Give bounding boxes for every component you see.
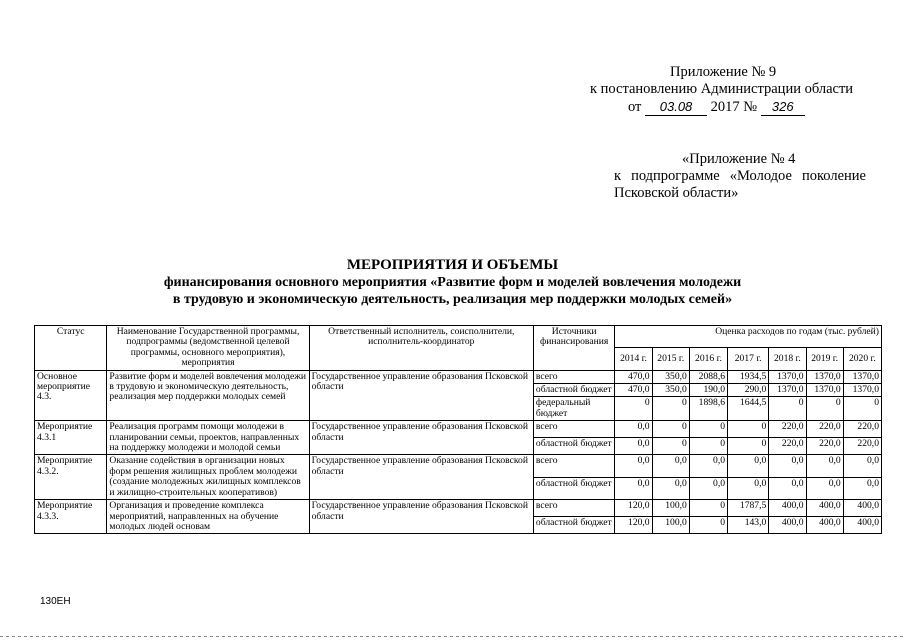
- value-cell: 120,0: [615, 500, 652, 517]
- value-cell: 2088,6: [689, 370, 727, 383]
- header-year: 2015 г.: [652, 348, 689, 370]
- value-cell: 0: [689, 421, 727, 438]
- appendix-4-title: «Приложение № 4: [682, 151, 796, 167]
- value-cell: 1370,0: [843, 384, 881, 397]
- appendix-9-title: Приложение № 9: [670, 64, 777, 80]
- table-body: [35, 370, 882, 534]
- value-cell: 0: [689, 438, 727, 455]
- value-cell: 0,0: [689, 477, 727, 499]
- value-cell: 0,0: [615, 455, 652, 477]
- appendix-9-block: [590, 64, 862, 116]
- handwritten-number: 326: [761, 98, 805, 116]
- status-cell: Основное мероприятие 4.3.: [35, 370, 107, 421]
- ot-label: от: [628, 99, 642, 115]
- value-cell: 220,0: [806, 421, 843, 438]
- value-cell: 0,0: [615, 438, 652, 455]
- source-cell: федеральный бюджет: [533, 397, 614, 421]
- source-cell: областной бюджет: [533, 384, 614, 397]
- value-cell: 1934,5: [728, 370, 769, 383]
- source-cell: областной бюджет: [533, 517, 614, 534]
- doc-subtitle-2: в трудовую и экономическую деятельность, реализация мер поддержки молодых семей»: [172, 292, 733, 307]
- value-cell: 350,0: [652, 384, 689, 397]
- word-k: к: [614, 168, 622, 184]
- value-cell: 400,0: [769, 517, 806, 534]
- value-cell: 0: [652, 438, 689, 455]
- status-cell: Мероприятие 4.3.3.: [35, 500, 107, 534]
- value-cell: 1644,5: [728, 397, 769, 421]
- name-cell: Реализация программ помощи молодежи в планировании семьи, проектов, направленных на поддержку молодежи и молодой семьи: [107, 421, 309, 455]
- appendix-4-subprogram-line: [614, 168, 866, 185]
- value-cell: 0,0: [806, 455, 843, 477]
- value-cell: 0: [652, 397, 689, 421]
- value-cell: 0,0: [843, 455, 881, 477]
- doc-title: МЕРОПРИЯТИЯ И ОБЪЕМЫ: [346, 257, 559, 273]
- value-cell: 1370,0: [806, 370, 843, 383]
- name-cell: Развитие форм и моделей вовлечения молодежи в трудовую и экономическую деятельность, реализация мер поддержки молодых семей: [107, 370, 309, 421]
- year-number-label: 2017 №: [710, 99, 758, 115]
- value-cell: 0: [806, 397, 843, 421]
- value-cell: 350,0: [652, 370, 689, 383]
- value-cell: 1370,0: [769, 384, 806, 397]
- word-generation: поколение: [801, 168, 866, 184]
- appendix-9-date-line: [590, 98, 862, 116]
- value-cell: 100,0: [652, 517, 689, 534]
- value-cell: 470,0: [615, 370, 652, 383]
- value-cell: 0,0: [652, 477, 689, 499]
- name-cell: Оказание содействия в организации новых форм решения жилищных проблем молодежи (создание молодежных жилищных комплексов и жилищно-строительных кооперативов): [107, 455, 309, 500]
- source-cell: всего: [533, 455, 614, 477]
- funding-table: [34, 325, 882, 534]
- handwritten-date: 03.08: [645, 98, 707, 116]
- header-year: 2020 г.: [843, 348, 881, 370]
- value-cell: 0,0: [769, 455, 806, 477]
- appendix-4-region: Псковской области»: [614, 185, 739, 201]
- value-cell: 220,0: [843, 438, 881, 455]
- value-cell: 0,0: [843, 477, 881, 499]
- value-cell: 0,0: [728, 477, 769, 499]
- value-cell: 120,0: [615, 517, 652, 534]
- header-year: 2014 г.: [615, 348, 652, 370]
- value-cell: 0,0: [615, 477, 652, 499]
- value-cell: 470,0: [615, 384, 652, 397]
- value-cell: 0,0: [615, 421, 652, 438]
- status-cell: Мероприятие 4.3.2.: [35, 455, 107, 500]
- value-cell: 290,0: [728, 384, 769, 397]
- value-cell: 1787,5: [728, 500, 769, 517]
- value-cell: 190,0: [689, 384, 727, 397]
- header-name: Наименование Государственной программы, подпрограммы (ведомственной целевой программы, основного мероприятия), мероприятия: [107, 326, 309, 371]
- header-year: 2018 г.: [769, 348, 806, 370]
- name-cell: Организация и проведение комплекса мероприятий, направленных на обучение молодых людей основам: [107, 500, 309, 534]
- source-cell: всего: [533, 500, 614, 517]
- value-cell: 1370,0: [806, 384, 843, 397]
- header-sources: Источники финансирования: [533, 326, 614, 371]
- executor-cell: Государственное управление образования Псковской области: [309, 370, 533, 421]
- value-cell: 220,0: [806, 438, 843, 455]
- value-cell: 0,0: [689, 455, 727, 477]
- value-cell: 0: [652, 421, 689, 438]
- word-subprogram: подпрограмме: [631, 168, 720, 184]
- executor-cell: Государственное управление образования Псковской области: [309, 421, 533, 455]
- value-cell: 0,0: [728, 455, 769, 477]
- value-cell: 400,0: [806, 517, 843, 534]
- value-cell: 0: [769, 397, 806, 421]
- source-cell: всего: [533, 421, 614, 438]
- executor-cell: Государственное управление образования Псковской области: [309, 500, 533, 534]
- value-cell: 0: [843, 397, 881, 421]
- scan-edge-line: [0, 636, 905, 637]
- value-cell: 1370,0: [769, 370, 806, 383]
- value-cell: 0: [728, 438, 769, 455]
- value-cell: 220,0: [769, 421, 806, 438]
- word-young: «Молодое: [729, 168, 792, 184]
- value-cell: 0: [728, 421, 769, 438]
- header-status: Статус: [35, 326, 107, 371]
- header-year: 2016 г.: [689, 348, 727, 370]
- value-cell: 0: [689, 517, 727, 534]
- value-cell: 100,0: [652, 500, 689, 517]
- value-cell: 0: [689, 500, 727, 517]
- table-row: [35, 500, 882, 517]
- value-cell: 400,0: [806, 500, 843, 517]
- source-cell: областной бюджет: [533, 438, 614, 455]
- value-cell: 0: [615, 397, 652, 421]
- executor-cell: Государственное управление образования Псковской области: [309, 455, 533, 500]
- value-cell: 220,0: [843, 421, 881, 438]
- header-year: 2019 г.: [806, 348, 843, 370]
- value-cell: 400,0: [843, 517, 881, 534]
- header-executor: Ответственный исполнитель, соисполнители, исполнитель-координатор: [309, 326, 533, 371]
- value-cell: 400,0: [843, 500, 881, 517]
- value-cell: 143,0: [728, 517, 769, 534]
- table-row: [35, 370, 882, 383]
- appendix-9-decree: к постановлению Администрации области: [590, 81, 854, 97]
- footer-code: 130ЕН: [40, 596, 71, 607]
- source-cell: всего: [533, 370, 614, 383]
- table-row: [35, 455, 882, 477]
- value-cell: 0,0: [806, 477, 843, 499]
- doc-subtitle-1: финансирования основного мероприятия «Развитие форм и моделей вовлечения молодежи: [163, 275, 742, 290]
- value-cell: 1370,0: [843, 370, 881, 383]
- value-cell: 0,0: [769, 477, 806, 499]
- value-cell: 0,0: [652, 455, 689, 477]
- header-estimate: Оценка расходов по годам (тыс. рублей): [615, 326, 882, 348]
- value-cell: 220,0: [769, 438, 806, 455]
- table-row: [35, 421, 882, 438]
- value-cell: 1898,6: [689, 397, 727, 421]
- appendix-4-block: [614, 151, 866, 202]
- status-cell: Мероприятие 4.3.1: [35, 421, 107, 455]
- value-cell: 400,0: [769, 500, 806, 517]
- source-cell: областной бюджет: [533, 477, 614, 499]
- header-year: 2017 г.: [728, 348, 769, 370]
